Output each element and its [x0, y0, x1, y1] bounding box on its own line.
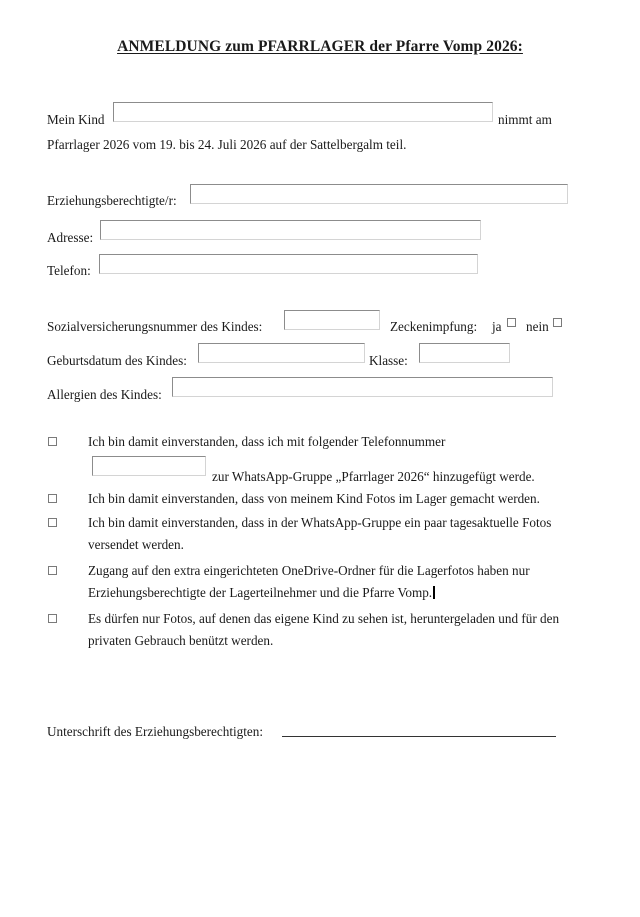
vaccination-yes-label: ja	[492, 319, 502, 334]
consent-text-photos-camp: Ich bin damit einverstanden, dass von meinem Kind Fotos im Lager gemacht werden.	[88, 491, 540, 506]
consent-checkbox-daily-photos[interactable]	[48, 518, 57, 527]
class-input[interactable]	[419, 343, 510, 363]
page-title	[0, 38, 640, 56]
consent-checkbox-photos-camp[interactable]	[48, 494, 57, 503]
page-title-text: ANMELDUNG zum PFARRLAGER der Pfarre Vomp 2026:	[117, 38, 523, 55]
vaccination-yes-checkbox[interactable]	[507, 318, 516, 327]
address-label: Adresse:	[47, 230, 94, 245]
intro-label-after: nimmt am	[498, 112, 552, 127]
consent-text-onedrive-access-value: Zugang auf den extra eingerichteten OneDrive-Ordner für die Lagerfotos haben nur Erziehungsberechtigte der Lagerteilnehmer und die Pfarre Vomp.	[88, 563, 530, 600]
whatsapp-phone-input[interactable]	[92, 456, 206, 476]
consent-checkbox-whatsapp-join[interactable]	[48, 437, 57, 446]
guardian-name-label: Erziehungsberechtigte/r:	[47, 193, 177, 208]
intro-line-2: Pfarrlager 2026 vom 19. bis 24. Juli 2026 auf der Sattelbergalm teil.	[47, 137, 407, 152]
consent-text-onedrive-access	[88, 560, 558, 604]
allergies-label: Allergien des Kindes:	[47, 387, 162, 402]
text-cursor-caret	[433, 586, 435, 599]
birthdate-label: Geburtsdatum des Kindes:	[47, 353, 187, 368]
allergies-input[interactable]	[172, 377, 553, 397]
birthdate-input[interactable]	[198, 343, 365, 363]
intro-label-before: Mein Kind	[47, 112, 105, 127]
signature-label: Unterschrift des Erziehungsberechtigten:	[47, 724, 264, 739]
phone-input[interactable]	[99, 254, 478, 274]
vaccination-no-label: nein	[526, 319, 549, 334]
consent-text-whatsapp-join-line2: zur WhatsApp-Gruppe „Pfarrlager 2026“ hinzugefügt werde.	[212, 469, 535, 484]
address-input[interactable]	[100, 220, 481, 240]
child-name-input[interactable]	[113, 102, 493, 122]
consent-text-daily-photos: Ich bin damit einverstanden, dass in der WhatsApp-Gruppe ein paar tagesaktuelle Fotos versendet werden.	[88, 515, 552, 552]
class-label: Klasse:	[369, 353, 408, 368]
consent-checkbox-download-own-child[interactable]	[48, 614, 57, 623]
tick-vaccination-label: Zeckenimpfung:	[390, 319, 478, 334]
consent-text-whatsapp-join-line1: Ich bin damit einverstanden, dass ich mit folgender Telefonnummer	[88, 434, 446, 449]
signature-line[interactable]	[282, 736, 556, 737]
consent-checkbox-onedrive-access[interactable]	[48, 566, 57, 575]
vaccination-no-checkbox[interactable]	[553, 318, 562, 327]
phone-label: Telefon:	[47, 263, 91, 278]
insurance-number-label: Sozialversicherungsnummer des Kindes:	[47, 319, 263, 334]
guardian-name-input[interactable]	[190, 184, 568, 204]
insurance-number-input[interactable]	[284, 310, 380, 330]
consent-text-download-own-child: Es dürfen nur Fotos, auf denen das eigene Kind zu sehen ist, heruntergeladen und für den privaten Gebrauch benützt werden.	[88, 611, 560, 648]
